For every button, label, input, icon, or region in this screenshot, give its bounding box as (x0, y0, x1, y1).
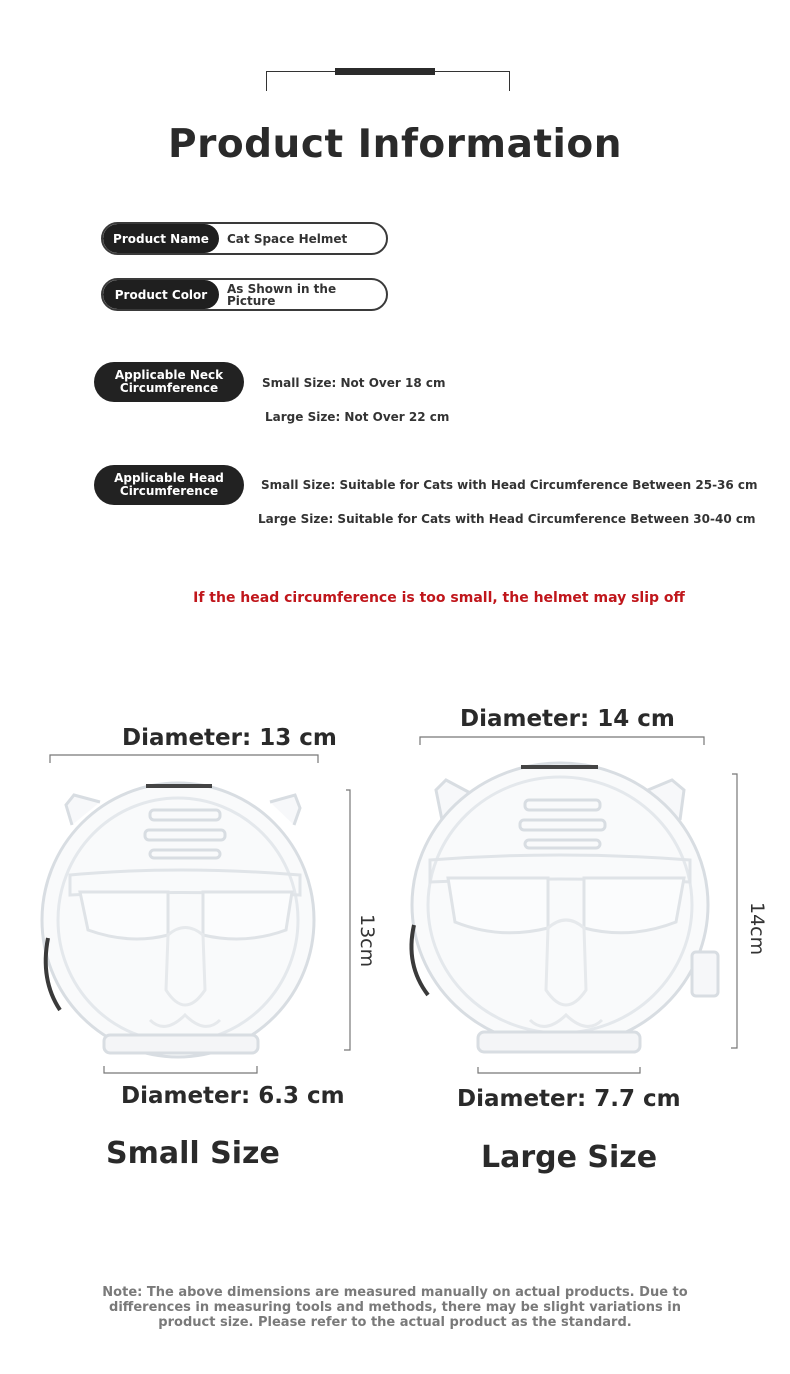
small-bottom-diameter: Diameter: 6.3 cm (121, 1083, 345, 1109)
large-top-diameter: Diameter: 14 cm (460, 706, 675, 732)
product-name-row (101, 222, 388, 255)
header-decoration-bar (335, 68, 435, 75)
large-bottom-diameter: Diameter: 7.7 cm (457, 1086, 681, 1112)
large-height-label: 14cm (746, 902, 768, 956)
page-title: Product Information (168, 122, 622, 167)
head-circumference-badge: Applicable Head Circumference (94, 465, 244, 505)
product-name-value: Cat Space Helmet (227, 231, 348, 246)
small-height-label: 13cm (356, 914, 378, 968)
small-top-diameter: Diameter: 13 cm (122, 725, 337, 751)
product-color-label: Product Color (103, 280, 219, 309)
measurement-note: Note: The above dimensions are measured manually on actual products. Due to differences in measuring tools and methods, there may be slight variations in product size. Please refer to the actual product as the standard. (102, 1285, 688, 1330)
head-small-size: Small Size: Suitable for Cats with Head Circumference Between 25-36 cm (261, 478, 758, 492)
product-color-row (101, 278, 388, 311)
product-name-label: Product Name (103, 224, 219, 253)
head-large-size: Large Size: Suitable for Cats with Head Circumference Between 30-40 cm (258, 512, 756, 526)
large-helmet-icon (411, 763, 718, 1052)
small-size-title: Small Size (106, 1136, 280, 1171)
small-helmet-icon (42, 783, 314, 1057)
helmet-illustrations (0, 690, 790, 1110)
product-color-value: As Shown in the Picture (227, 281, 337, 308)
fit-warning: If the head circumference is too small, the helmet may slip off (193, 590, 685, 606)
neck-circumference-badge: Applicable Neck Circumference (94, 362, 244, 402)
header-decoration-left-tick (266, 71, 267, 91)
header-decoration-right-tick (509, 71, 510, 91)
neck-small-size: Small Size: Not Over 18 cm (262, 376, 446, 390)
large-size-title: Large Size (481, 1140, 658, 1175)
neck-large-size: Large Size: Not Over 22 cm (265, 410, 450, 424)
